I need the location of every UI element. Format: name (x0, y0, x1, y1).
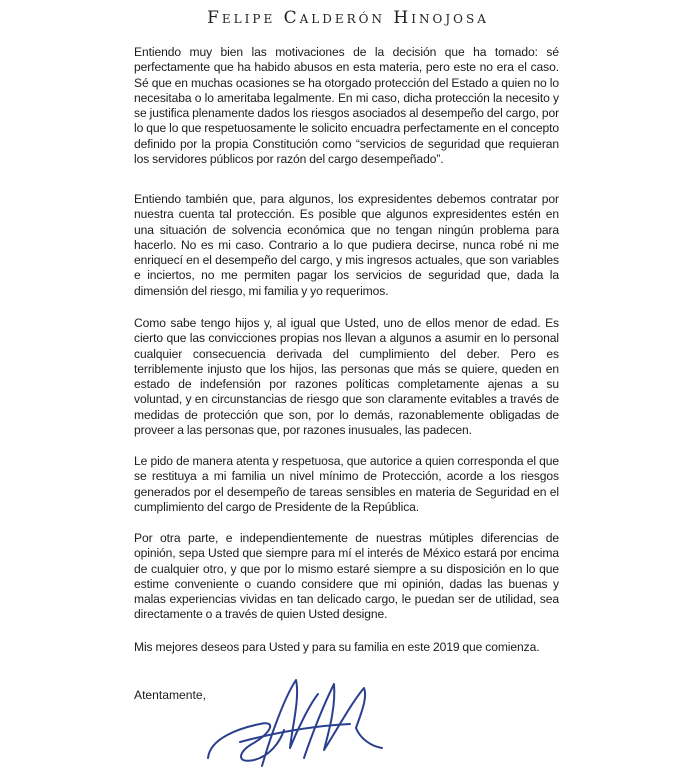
paragraph-4: Le pido de manera atenta y respetuosa, que autorice a quien corresponda el que se restituya a mi familia un nivel mínimo de Protección, acorde a los riesgos generados por el desempeño de tareas sensibles en materia de Seguridad en el cumplimiento del cargo de Presidente de la República. (134, 454, 559, 514)
letterhead-name: Felipe Calderón Hinojosa (207, 8, 489, 28)
signature-icon (200, 668, 390, 772)
paragraph-6: Mis mejores deseos para Usted y para su familia en este 2019 que comienza. (134, 640, 540, 654)
paragraph-3: Como sabe tengo hijos y, al igual que Usted, uno de ellos menor de edad. Es cierto que las convicciones propias nos llevan a algunos a asumir en lo personal cualquier consecuencia derivada del cumplimiento del deber. Pero es terriblemente injusto que los hijos, las personas que más se quiere, queden en estado de indefensión por razones políticas completamente ajenas a su voluntad, y en circunstancias de riesgo que son claramente evitables a través de medidas de protección que son, por lo demás, razonablemente obligadas de proveer a las personas que, por razones inusuales, las padecen. (134, 316, 559, 438)
paragraph-2: Entiendo también que, para algunos, los expresidentes debemos contratar por nuestra cuenta tal protección. Es posible que algunos expresidentes estén en una situación de solvencia económica que no tengan ningún problema para hacerlo. No es mi caso. Contrario a lo que pudiera decirse, nunca robé ni me enriquecí en el desempeño del cargo, y mis ingresos actuales, que son variables e inciertos, no me permiten pagar los servicios de seguridad que, dada la dimensión del riesgo, mi familia y yo requerimos. (134, 192, 559, 298)
closing-salutation: Atentamente, (134, 688, 206, 702)
paragraph-5: Por otra parte, e independientemente de nuestras mútiples diferencias de opinión, sepa Usted que siempre para mí el interés de México estará por encima de cualquier otro, y que por lo mismo estaré siempre a su disposición en lo que estime conveniente o cuando considere que mi opinión, dadas las buenas y malas experiencias vividas en tan delicado cargo, le puedan ser de utilidad, sea directamente o a través de quien Usted designe. (134, 531, 559, 622)
paragraph-1: Entiendo muy bien las motivaciones de la decisión que ha tomado: sé perfectamente que ha habido abusos en esta materia, pero este no era el caso. Sé que en muchas ocasiones se ha otorgado protección del Estado a quien no lo necesitaba o lo ameritaba legalmente. En mi caso, dicha protección la necesito y se justifica plenamente dados los riesgos asociados al desempeño del cargo, por lo que lo que respetuosamente le solicito encuadra perfectamente en el concepto definido por la propia Constitución como “servicios de seguridad que requieran los servidores públicos por razón del cargo desempeñado”. (134, 45, 559, 167)
